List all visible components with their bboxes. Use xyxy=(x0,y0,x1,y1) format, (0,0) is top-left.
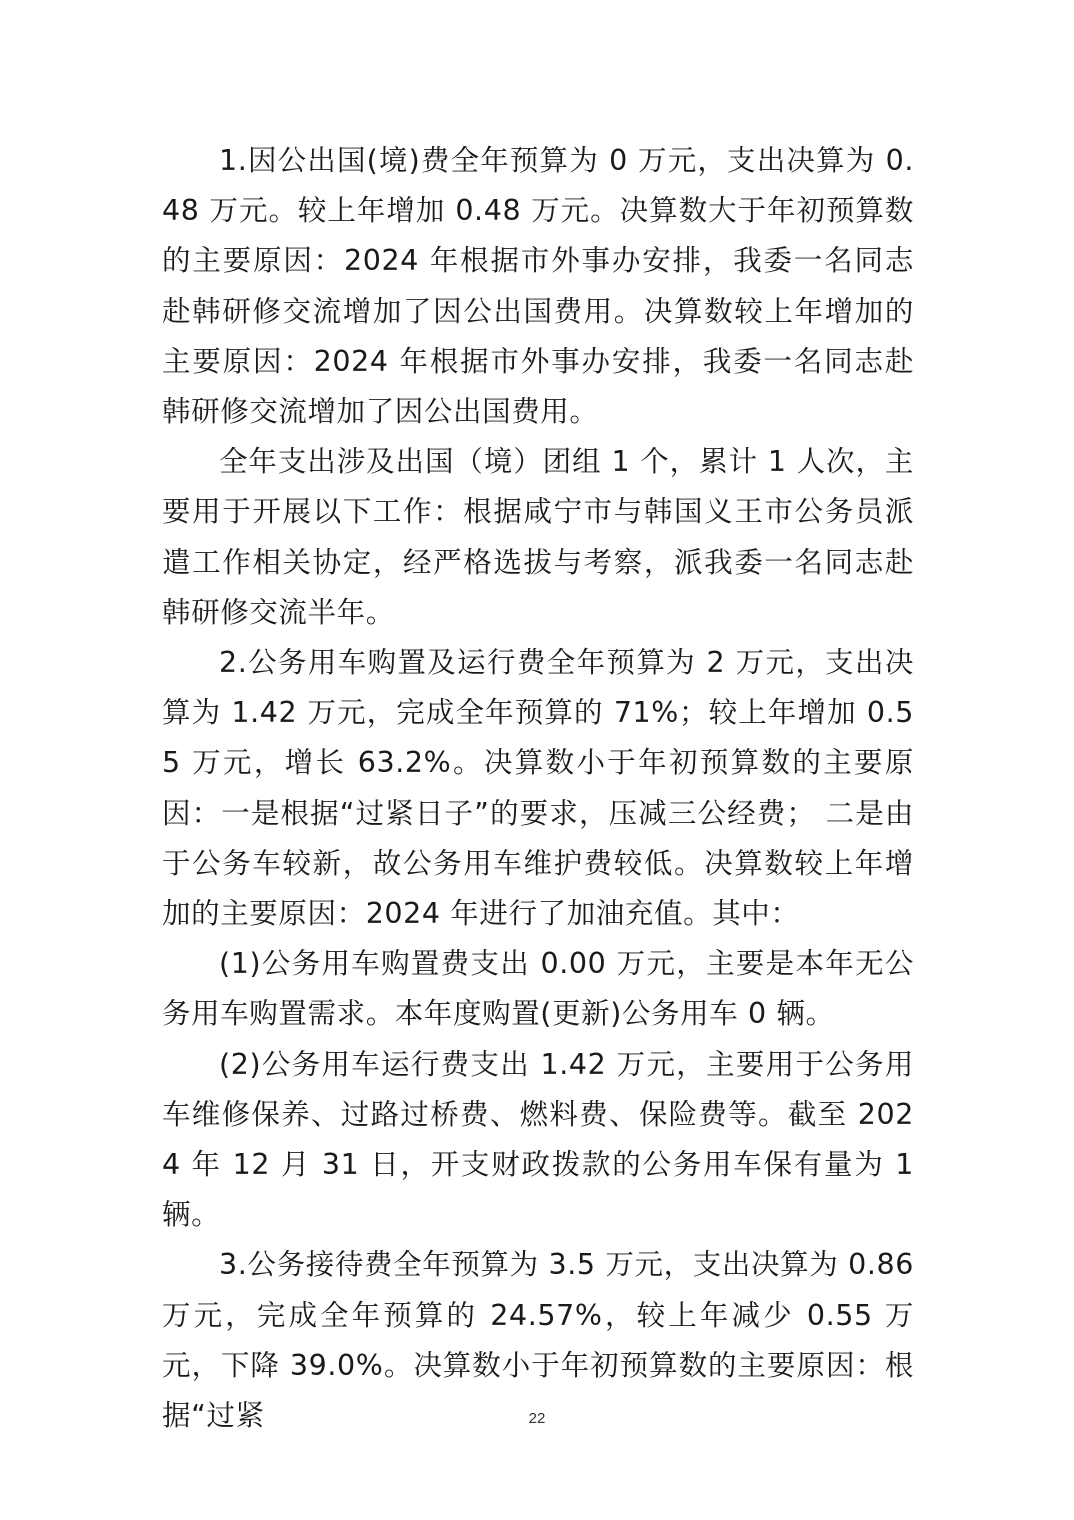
paragraph-vehicle-operation: (2)公务用车运行费支出 1.42 万元，主要用于公务用车维修保养、过路过桥费、燃料费、保险费等。截至 2024 年 12 月 31 日，开支财政拨款的公务用车保有量为 1 辆。 xyxy=(162,1047,914,1232)
paragraph-reception-expense: 3.公务接待费全年预算为 3.5 万元，支出决算为 0.86 万元，完成全年预算的 24.57%，较上年减少 0.55 万元，下降 39.0%。决算数小于年初预算数的主要原因：根据“过紧 xyxy=(162,1248,914,1433)
paragraph-overseas-group: 全年支出涉及出国（境）团组 1 个，累计 1 人次，主要用于开展以下工作：根据咸宁市与韩国义王市公务员派遣工作相关协定，经严格选拔与考察，派我委一名同志赴韩研修交流半年。 xyxy=(162,445,914,629)
paragraph-vehicle-expense: 2.公务用车购置及运行费全年预算为 2 万元，支出决算为 1.42 万元，完成全年预算的 71%；较上年增加 0.55 万元，增长 63.2%。决算数小于年初预算数的主要原因：一是根据“过紧日子”的要求，压减三公经费； 二是由于公务车较新，故公务用车维护费较低。决算数较上年增加的主要原因：2024 年进行了加油充值。其中： xyxy=(162,646,914,931)
paragraph-overseas-expense: 1.因公出国(境)费全年预算为 0 万元，支出决算为 0.48 万元。较上年增加 0.48 万元。决算数大于年初预算数的主要原因：2024 年根据市外事办安排，我委一名同志赴韩研修交流增加了因公出国费用。决算数较上年增加的主要原因：2024 年根据市外事办安排，我委一名同志赴韩研修交流增加了因公出国费用。 xyxy=(162,144,914,429)
paragraph-vehicle-purchase: (1)公务用车购置费支出 0.00 万元，主要是本年无公务用车购置需求。本年度购置(更新)公务用车 0 辆。 xyxy=(162,947,914,1031)
document-body xyxy=(162,136,914,1441)
page-number: 22 xyxy=(528,1410,546,1427)
